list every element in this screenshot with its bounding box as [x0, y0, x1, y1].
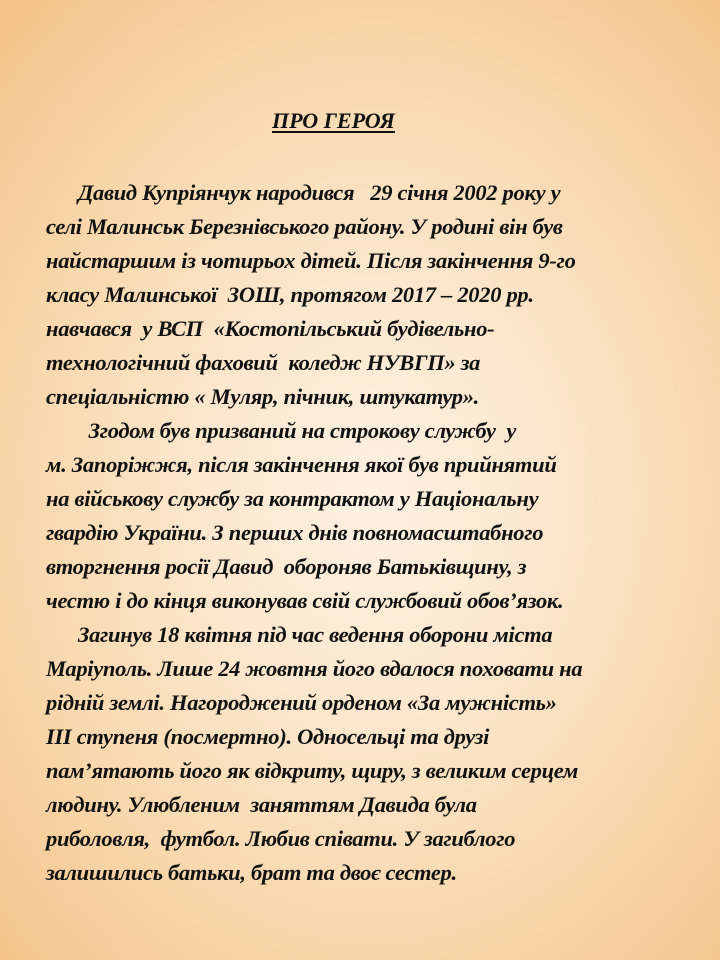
text-line: спеціальністю « Муляр, пічник, штукатур». [46, 384, 479, 409]
text-line: класу Малинської ЗОШ, протягом 2017 – 2020 рр. [46, 282, 534, 307]
text-line: гвардію України. З перших днів повномасштабного [46, 520, 544, 545]
text-line: технологічний фаховий коледж НУВГП» за [46, 350, 481, 375]
text-line: ІІІ ступеня (посмертно). Односельці та друзі [46, 724, 490, 749]
text-line: найстаршим із чотирьох дітей. Після закінчення 9-го [46, 248, 576, 273]
text-line: навчався у ВСП «Костопільський будівельно- [46, 316, 495, 341]
text-line: пам’ятають його як відкриту, щиру, з великим серцем [46, 758, 579, 783]
text-line: рідній землі. Нагороджений орденом «За мужність» [46, 690, 557, 715]
text-line: вторгнення росії Давид обороняв Батьківщину, з [46, 554, 527, 579]
text-line: Загинув 18 квітня під час ведення оборони міста [46, 622, 553, 647]
text-line: риболовля, футбол. Любив співати. У загиблого [46, 826, 516, 851]
text-line: людину. Улюбленим заняттям Давида була [46, 792, 477, 817]
text-line: Маріуполь. Лише 24 жовтня його вдалося поховати на [46, 656, 583, 681]
text-line: Давид Купріянчук народився 29 січня 2002 року у [46, 180, 561, 205]
text-line: залишились батьки, брат та двоє сестер. [46, 860, 457, 885]
page-title: ПРО ГЕРОЯ [272, 108, 395, 133]
text-line: на військову службу за контрактом у Національну [46, 486, 539, 511]
text-line: м. Запоріжжя, після закінчення якої був прийнятий [46, 452, 557, 477]
text-line: селі Малинськ Березнівського району. У родині він був [46, 214, 563, 239]
biography-text [46, 176, 716, 890]
text-line: честю і до кінця виконував свій службовий обов’язок. [46, 588, 564, 613]
text-line: Згодом був призваний на строкову службу у [46, 418, 517, 443]
